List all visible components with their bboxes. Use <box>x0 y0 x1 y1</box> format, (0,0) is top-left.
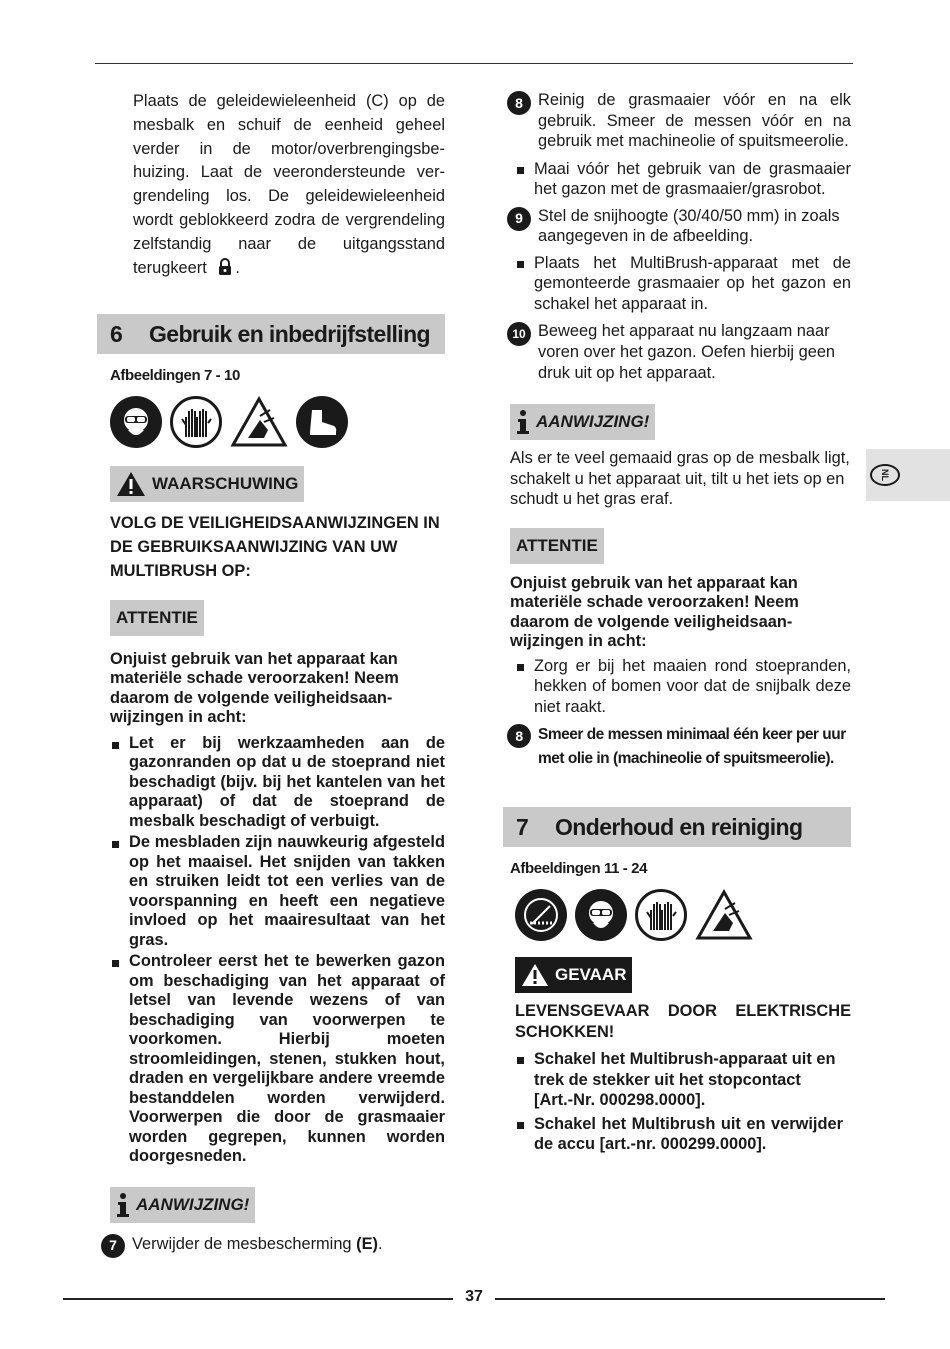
step-7-text: Verwijder de mesbescherming <box>132 1234 352 1253</box>
intro-end: . <box>235 258 240 277</box>
list-item: De mesbladen zijn nauwkeurig afgesteld op het maaisel. Het snijden van takken en struiken leidt tot een verlies van de voorspanning en heeft een negatieve invloed op het maairesultaat van het gras. <box>110 833 445 950</box>
right-column <box>510 90 851 1155</box>
right-note-label-text: AANWIJZING! <box>536 412 650 431</box>
section-7-title: Onderhoud en reiniging <box>555 813 803 840</box>
step-10-badge: 10 <box>507 322 531 346</box>
maintenance-icons-row <box>515 889 851 941</box>
language-tab <box>866 449 950 501</box>
safety-icons-row <box>110 396 445 448</box>
right-note-label <box>510 404 655 440</box>
protective-gloves-icon <box>170 396 222 448</box>
figure-reference: Afbeeldingen 7 - 10 <box>110 367 240 385</box>
note-label-text: AANWIJZING! <box>136 1194 250 1214</box>
list-item: Schakel het Multibrush-apparaat uit en trek de stekker uit het stopcontact [Art.-Nr. 000298.0000]. <box>515 1049 843 1111</box>
attentie-text: Onjuist gebruik van het apparaat kan materiële schade veroorzaken! Neem daarom de volgende veiligheidsaanwijzingen in acht: <box>110 649 399 727</box>
info-icon <box>516 409 530 435</box>
safety-glasses-ear-protection-icon <box>110 396 162 448</box>
cut-hazard-warning-icon <box>695 889 753 941</box>
top-rule <box>95 63 853 64</box>
warning-triangle-icon <box>116 471 146 497</box>
step-10-text: Beweeg het apparaat nu langzaam naar voren over het gazon. Oefen hierbij geen druk uit op het apparaat. <box>538 322 836 382</box>
section-6-title: Gebruik en inbedrijfstelling <box>149 320 430 347</box>
danger-text: LEVENSGEVAAR DOOR ELEKTRISCHE SCHOKKEN! <box>515 1002 851 1041</box>
left-column <box>110 90 445 1257</box>
step-9 <box>510 206 851 247</box>
list-item: Maai vóór het gebruik van de grasmaaier het gazon met de grasmaaier/grasrobot. <box>515 159 851 200</box>
step-8 <box>510 90 851 152</box>
language-tab-badge <box>870 464 900 486</box>
step-9-badge: 9 <box>507 207 531 231</box>
note-label <box>110 1187 255 1223</box>
list-item: Let er bij werkzaamheden aan de gazonranden op dat u de stoeprand niet beschadigt (bijv. bij het kantelen van het apparaat) of dat de stoeprand de mesbalk beschadigt of verbuigt. <box>110 734 445 832</box>
right-attentie-label: ATTENTIE <box>510 528 604 564</box>
gloves-icon <box>635 889 687 941</box>
danger-triangle-icon <box>521 963 549 987</box>
right-attentie-text: Onjuist gebruik van het apparaat kan materiële schade veroorzaken! Neem daarom de volgende veiligheidsaanwijzingen in acht: <box>510 573 799 650</box>
bottom-rule-left <box>63 1298 453 1300</box>
hand-injury-warning-icon <box>230 396 288 448</box>
list-item: Plaats het MultiBrush-apparaat met de gemonteerde grasmaaier op het gazon en schakel het apparaat in. <box>515 253 851 315</box>
step-10 <box>510 321 851 384</box>
warning-label <box>110 466 304 502</box>
right-bullet-list-1 <box>515 159 851 200</box>
info-icon <box>116 1192 130 1218</box>
step-7 <box>104 1233 445 1257</box>
safety-boots-icon <box>296 396 348 448</box>
figure-reference-7: Afbeeldingen 11 - 24 <box>510 860 648 877</box>
step-7-end: . <box>377 1234 383 1253</box>
section-7-heading <box>503 807 851 847</box>
warning-label-text: WAARSCHUWING <box>152 474 299 494</box>
step-8b-badge: 8 <box>507 724 531 748</box>
attentie-label: ATTENTIE <box>110 600 204 636</box>
step-9-text: Stel de snijhoogte (30/40/50 mm) in zoals aangegeven in de afbeelding. <box>538 206 840 245</box>
unplug-before-maintenance-icon <box>515 889 567 941</box>
list-item: Schakel het Multibrush uit en verwijder de accu [art.-nr. 000299.0000]. <box>515 1114 843 1155</box>
right-bullet-list-2 <box>515 253 851 315</box>
right-note-text: Als er te veel gemaaid gras op de mesbalk ligt, schakelt u het apparaat uit, tilt u het iets op en schudt u het gras eraf. <box>510 449 850 508</box>
lock-icon <box>217 258 233 276</box>
section-6-number: 6 <box>110 320 123 347</box>
step-7-bold: (E) <box>356 1234 378 1253</box>
section-6-heading <box>97 314 445 354</box>
step-7-badge: 7 <box>101 1234 125 1258</box>
step-8-text: Reinig de grasmaaier vóór en na elk gebruik. Smeer de messen vóór en na gebruik met machineolie of spuitsmeerolie. <box>538 91 851 150</box>
step-8-badge: 8 <box>507 91 531 115</box>
list-item: Zorg er bij het maaien rond stoepranden, hekken of bomen voor dat de snijbalk deze niet raakt. <box>515 656 851 718</box>
section-7-number: 7 <box>516 813 529 840</box>
danger-bullet-list <box>515 1049 843 1155</box>
attentie-bullet-list <box>110 734 445 1167</box>
danger-label <box>515 957 632 993</box>
safety-glasses-icon <box>575 889 627 941</box>
list-item: Controleer eerst het te bewerken gazon om beschadiging van het apparaat of letsel van levende wezens of van beschadiging van voorwerpen te voorkomen. Hierbij moeten stroomleidingen, stenen, stukken hout, draden en vergelijkbare andere vreemde bestanddelen worden verwijderd. Voorwerpen die door de grasmaaier worden gegrepen, kunnen worden doorgesneden. <box>110 952 445 1167</box>
right-bullet-list-3 <box>515 656 851 718</box>
danger-label-text: GEVAAR <box>555 965 627 984</box>
intro-paragraph <box>133 90 445 280</box>
page-number: 37 <box>465 1288 483 1305</box>
step-8b-text: Smeer de messen minimaal één keer per uur met olie in (machineolie of spuitsmeerolie). <box>538 726 846 767</box>
intro-text: Plaats de geleidewieleenheid (C) op de mesbalk en schuif de eenheid geheel verder in de motor/overbrengingsbehuizing. Laat de veerondersteunde vergrendeling los. De geleidewieleenheid wordt geblokkeerd zodra de vergrendeling zelfstandig naar de uitgangsstand terugkeert <box>133 92 445 277</box>
language-tab-text: NL <box>880 469 890 481</box>
bottom-rule-right <box>495 1298 885 1300</box>
warning-text: VOLG DE VEILIGHEIDSAANWIJZINGEN IN DE GEBRUIKSAANWIJZING VAN UW MULTIBRUSH OP: <box>110 514 440 580</box>
step-8b <box>510 723 851 771</box>
